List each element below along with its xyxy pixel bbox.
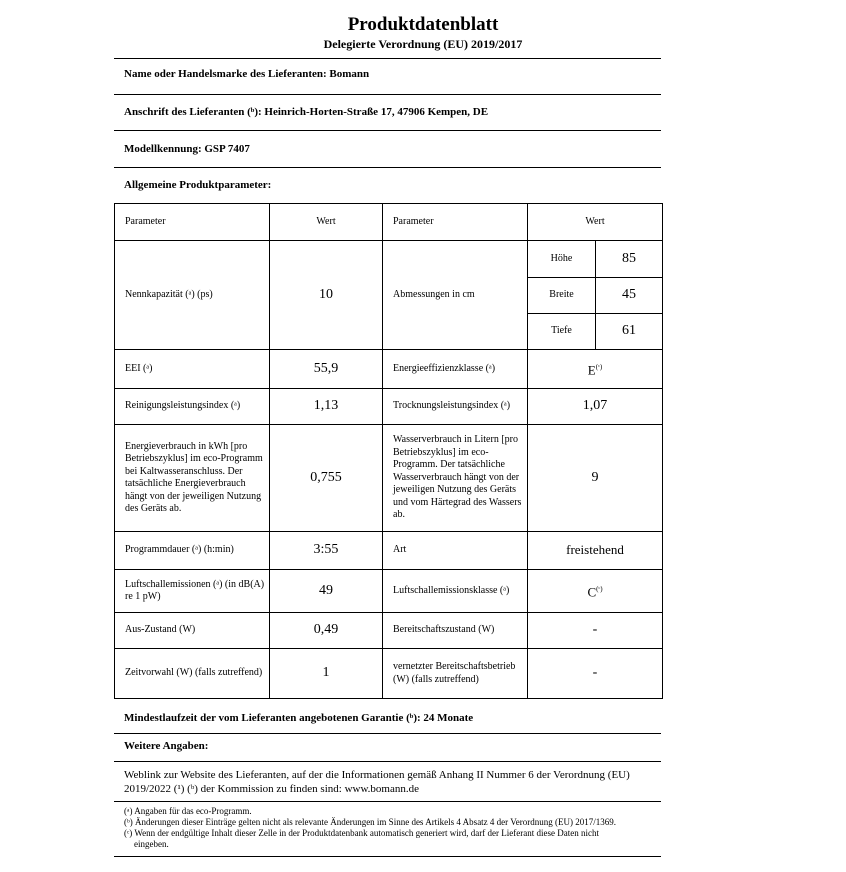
table-row xyxy=(115,649,663,699)
header-value-left: Wert xyxy=(270,204,383,241)
noise-class-letter: C xyxy=(587,584,597,600)
off-mode-label: Aus-Zustand (W) xyxy=(115,613,270,649)
dimensions-label: Abmessungen in cm xyxy=(383,241,528,350)
weblink-line-1: Weblink zur Website des Lieferanten, auf der die Informationen gemäß Anhang II Nummer 6 der Verordnung (EU) xyxy=(124,769,630,781)
table-row xyxy=(115,389,663,425)
supplier-name: Name oder Handelsmarke des Lieferanten: Bomann xyxy=(124,68,370,80)
water-consumption-value: 9 xyxy=(528,425,663,532)
energy-class-letter: E xyxy=(587,362,596,378)
guarantee-line: Mindestlaufzeit der vom Lieferanten angebotenen Garantie (ᵇ): 24 Monate xyxy=(124,712,474,724)
model-identifier: Modellkennung: GSP 7407 xyxy=(124,143,250,155)
rated-capacity-value: 10 xyxy=(270,241,383,350)
delay-start-value: 1 xyxy=(270,649,383,699)
drying-index-value: 1,07 xyxy=(528,389,663,425)
divider xyxy=(114,58,661,59)
header-value-right: Wert xyxy=(528,204,663,241)
divider xyxy=(114,167,661,168)
table-row xyxy=(115,570,663,613)
standby-label: Bereitschaftszustand (W) xyxy=(383,613,528,649)
noise-class-value xyxy=(528,570,663,613)
parameter-table xyxy=(114,203,663,699)
header-param-right: Parameter xyxy=(383,204,528,241)
divider xyxy=(114,856,661,857)
networked-standby-value: - xyxy=(528,649,663,699)
height-label: Höhe xyxy=(528,241,596,278)
width-value: 45 xyxy=(596,278,663,314)
depth-label: Tiefe xyxy=(528,314,596,350)
depth-value: 61 xyxy=(596,314,663,350)
table-row xyxy=(115,425,663,532)
divider xyxy=(114,801,661,802)
footnote-a: (ᵃ) Angaben für das eco-Programm. xyxy=(124,806,252,816)
program-duration-label: Programmdauer (ᵃ) (h:min) xyxy=(115,532,270,570)
table-row xyxy=(115,613,663,649)
footnote-b: (ᵇ) Änderungen dieser Einträge gelten nicht als relevante Änderungen im Sinne des Artikels 4 Absatz 4 der Verordnung (EU) 2017/1369. xyxy=(124,817,616,827)
divider xyxy=(114,130,661,131)
table-header-row xyxy=(115,204,663,241)
noise-class-label: Luftschallemissionsklasse (ᵃ) xyxy=(383,570,528,613)
cleaning-index-value: 1,13 xyxy=(270,389,383,425)
energy-consumption-label: Energieverbrauch in kWh [pro Betriebszyklus] im eco-Programm bei Kaltwasseranschluss. Der tatsächliche Energieverbrauch hängt von der jeweiligen Nutzung des Geräts ab. xyxy=(115,425,270,532)
table-row xyxy=(115,532,663,570)
weblink-line-2: 2019/2022 (¹) (ᵇ) der Kommission zu finden sind: www.bomann.de xyxy=(124,783,420,795)
eei-value: 55,9 xyxy=(270,350,383,389)
further-info-heading: Weitere Angaben: xyxy=(124,740,209,752)
divider xyxy=(114,733,661,734)
table-row xyxy=(115,350,663,389)
page-title: Produktdatenblatt xyxy=(347,14,499,35)
energy-class-label: Energieeffizienzklasse (ᵃ) xyxy=(383,350,528,389)
water-consumption-label: Wasserverbrauch in Litern [pro Betriebszyklus] im eco-Programm. Der tatsächliche Wasserverbrauch hängt von der jeweiligen Nutzung des Geräts und vom Härtegrad des Wassers ab. xyxy=(383,425,528,532)
weblink-text xyxy=(124,768,630,796)
program-duration-value: 3:55 xyxy=(270,532,383,570)
energy-class-value xyxy=(528,350,663,389)
table-row xyxy=(115,241,663,278)
supplier-address: Anschrift des Lieferanten (ᵇ): Heinrich-Horten-Straße 17, 47906 Kempen, DE xyxy=(124,106,489,118)
cleaning-index-label: Reinigungsleistungsindex (ᵃ) xyxy=(115,389,270,425)
energy-consumption-value: 0,755 xyxy=(270,425,383,532)
footnotes xyxy=(124,806,664,850)
noise-class-note: (ᶜ) xyxy=(596,585,603,594)
page-subtitle: Delegierte Verordnung (EU) 2019/2017 xyxy=(323,37,523,51)
networked-standby-label: vernetzter Bereitschaftsbetrieb (W) (falls zutreffend) xyxy=(383,649,528,699)
noise-emission-value: 49 xyxy=(270,570,383,613)
divider xyxy=(114,761,661,762)
header-param-left: Parameter xyxy=(115,204,270,241)
type-label: Art xyxy=(383,532,528,570)
noise-emission-label: Luftschallemissionen (ᵃ) (in dB(A) re 1 pW) xyxy=(115,570,270,613)
drying-index-label: Trocknungsleistungsindex (ᵃ) xyxy=(383,389,528,425)
general-params-heading: Allgemeine Produktparameter: xyxy=(124,179,272,191)
divider xyxy=(114,94,661,95)
width-label: Breite xyxy=(528,278,596,314)
eei-label: EEI (ᵃ) xyxy=(115,350,270,389)
off-mode-value: 0,49 xyxy=(270,613,383,649)
type-value: freistehend xyxy=(528,532,663,570)
delay-start-label: Zeitvorwahl (W) (falls zutreffend) xyxy=(115,649,270,699)
standby-value: - xyxy=(528,613,663,649)
rated-capacity-label: Nennkapazität (ᵃ) (ps) xyxy=(115,241,270,350)
footnote-c: (ᶜ) Wenn der endgültige Inhalt dieser Zelle in der Produktdatenbank automatisch generiert wird, darf der Lieferant diese Daten nicht xyxy=(124,828,599,838)
energy-class-note: (ᶜ) xyxy=(595,363,603,372)
footnote-c-cont: eingeben. xyxy=(134,839,169,849)
height-value: 85 xyxy=(596,241,663,278)
